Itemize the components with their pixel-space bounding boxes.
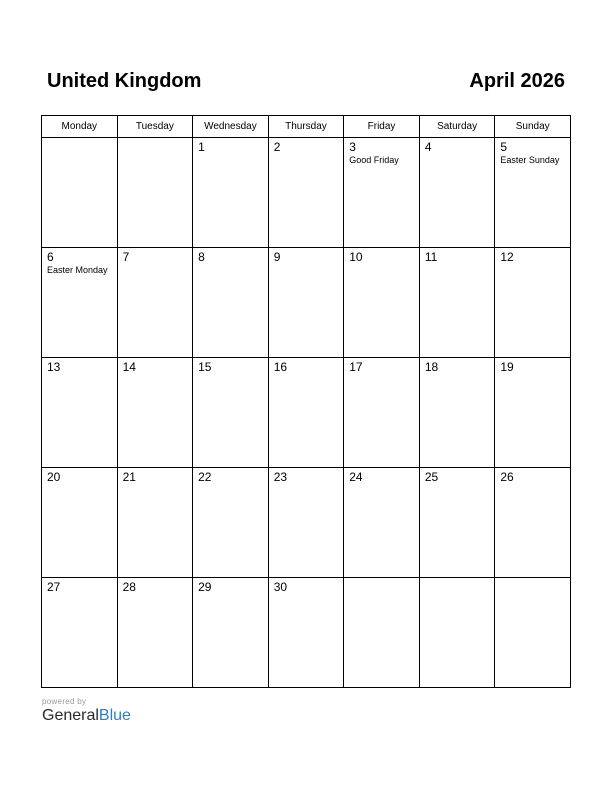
day-cell-content	[420, 578, 495, 582]
day-number: 19	[500, 360, 514, 374]
day-cell-content	[495, 358, 570, 376]
calendar-grid	[41, 115, 571, 688]
day-cell[interactable]	[344, 468, 420, 578]
weekday-header-row	[42, 116, 571, 138]
day-cell-content	[193, 248, 268, 266]
day-number: 14	[122, 360, 136, 374]
day-cell-content	[118, 248, 193, 266]
day-cell[interactable]	[495, 578, 571, 688]
day-cell-content	[495, 138, 570, 168]
day-cell[interactable]	[268, 138, 344, 248]
day-cell[interactable]	[42, 248, 118, 358]
day-cell[interactable]	[268, 358, 344, 468]
weekday-header: Saturday	[419, 116, 495, 138]
day-cell-content	[344, 248, 419, 266]
day-cell-content	[42, 248, 117, 278]
day-cell[interactable]	[344, 248, 420, 358]
day-cell-content	[42, 138, 117, 142]
day-cell-content	[495, 468, 570, 486]
week-row	[42, 248, 571, 358]
day-cell[interactable]	[268, 468, 344, 578]
day-cell-content	[420, 358, 495, 376]
day-cell-content	[269, 248, 344, 266]
day-number: 29	[198, 580, 212, 594]
day-cell[interactable]	[344, 578, 420, 688]
day-number: 23	[273, 470, 288, 484]
day-cell[interactable]	[117, 468, 193, 578]
weekday-header: Tuesday	[117, 116, 193, 138]
footer-branding	[42, 697, 131, 725]
day-cell[interactable]	[42, 138, 118, 248]
day-cell-content	[420, 468, 495, 486]
day-number: 24	[349, 470, 363, 484]
day-cell-content	[118, 138, 193, 142]
day-number: 17	[349, 360, 363, 374]
weekday-header: Friday	[344, 116, 420, 138]
week-row	[42, 358, 571, 468]
day-number: 30	[273, 580, 288, 594]
weekday-header: Thursday	[268, 116, 344, 138]
day-number: 11	[424, 250, 438, 264]
day-cell-content	[344, 468, 419, 486]
week-row	[42, 138, 571, 248]
day-cell-content	[193, 358, 268, 376]
holiday-label: Easter Sunday	[500, 155, 560, 165]
day-number: 10	[349, 250, 363, 264]
day-cell[interactable]	[193, 578, 269, 688]
day-cell[interactable]	[193, 468, 269, 578]
day-number: 6	[47, 250, 54, 264]
day-cell-content	[42, 468, 117, 486]
day-cell[interactable]	[344, 358, 420, 468]
day-cell-content	[269, 358, 344, 376]
day-number: 27	[47, 580, 61, 594]
weekday-header: Wednesday	[193, 116, 269, 138]
day-cell-content	[495, 578, 570, 582]
day-cell[interactable]	[495, 468, 571, 578]
day-cell-content	[42, 578, 117, 596]
day-number: 16	[273, 360, 288, 374]
day-cell[interactable]	[419, 138, 495, 248]
weekday-header: Sunday	[495, 116, 571, 138]
day-number: 15	[198, 360, 212, 374]
day-cell-content	[118, 468, 193, 486]
day-number: 3	[349, 140, 356, 154]
day-cell[interactable]	[419, 358, 495, 468]
brand-logo[interactable]	[42, 707, 131, 725]
day-cell[interactable]	[268, 578, 344, 688]
day-cell-content	[269, 578, 344, 596]
day-cell-content	[344, 578, 419, 582]
day-cell[interactable]	[193, 248, 269, 358]
day-cell-content	[344, 358, 419, 376]
day-cell[interactable]	[117, 138, 193, 248]
day-number: 22	[198, 470, 212, 484]
day-number: 25	[424, 470, 439, 484]
day-number: 28	[122, 580, 136, 594]
week-row	[42, 578, 571, 688]
day-cell-content	[495, 248, 570, 266]
day-cell[interactable]	[419, 248, 495, 358]
holiday-label: Easter Monday	[47, 265, 108, 275]
day-cell-content	[269, 138, 344, 156]
day-cell-content	[42, 358, 117, 376]
day-cell-content	[118, 578, 193, 596]
day-cell[interactable]	[117, 358, 193, 468]
powered-by-text: powered by	[42, 697, 87, 706]
country-title: United Kingdom	[47, 70, 202, 92]
day-number: 21	[122, 470, 136, 484]
day-cell-content	[420, 248, 495, 266]
day-cell-content	[193, 138, 268, 156]
day-cell[interactable]	[117, 578, 193, 688]
brand-general-text: General	[42, 707, 99, 724]
day-cell[interactable]	[495, 138, 571, 248]
day-cell-content	[118, 358, 193, 376]
day-cell[interactable]	[193, 138, 269, 248]
day-cell[interactable]	[419, 468, 495, 578]
day-number: 12	[500, 250, 514, 264]
day-number: 2	[273, 140, 281, 154]
day-cell-content	[193, 468, 268, 486]
day-cell[interactable]	[42, 578, 118, 688]
day-cell-content	[269, 468, 344, 486]
day-number: 18	[424, 360, 439, 374]
day-number: 1	[198, 140, 205, 154]
brand-blue-text: Blue	[98, 707, 131, 724]
day-number: 8	[198, 250, 205, 264]
day-cell[interactable]	[268, 248, 344, 358]
day-number: 7	[122, 250, 130, 264]
day-cell-content	[420, 138, 495, 156]
day-cell[interactable]	[42, 358, 118, 468]
day-cell-content	[193, 578, 268, 596]
day-cell[interactable]	[495, 358, 571, 468]
week-row	[42, 468, 571, 578]
day-number: 13	[47, 360, 61, 374]
day-number: 5	[500, 140, 508, 154]
day-cell[interactable]	[42, 468, 118, 578]
day-cell[interactable]	[117, 248, 193, 358]
day-number: 26	[500, 470, 514, 484]
day-cell[interactable]	[193, 358, 269, 468]
day-cell[interactable]	[495, 248, 571, 358]
weekday-header: Monday	[42, 116, 118, 138]
day-cell-content	[344, 138, 419, 168]
day-cell[interactable]	[344, 138, 420, 248]
calendar-header	[47, 70, 565, 100]
day-cell[interactable]	[419, 578, 495, 688]
day-number: 4	[424, 140, 432, 154]
day-number: 9	[273, 250, 281, 264]
day-number: 20	[47, 470, 61, 484]
holiday-label: Good Friday	[349, 155, 399, 165]
month-title: April 2026	[469, 70, 565, 92]
